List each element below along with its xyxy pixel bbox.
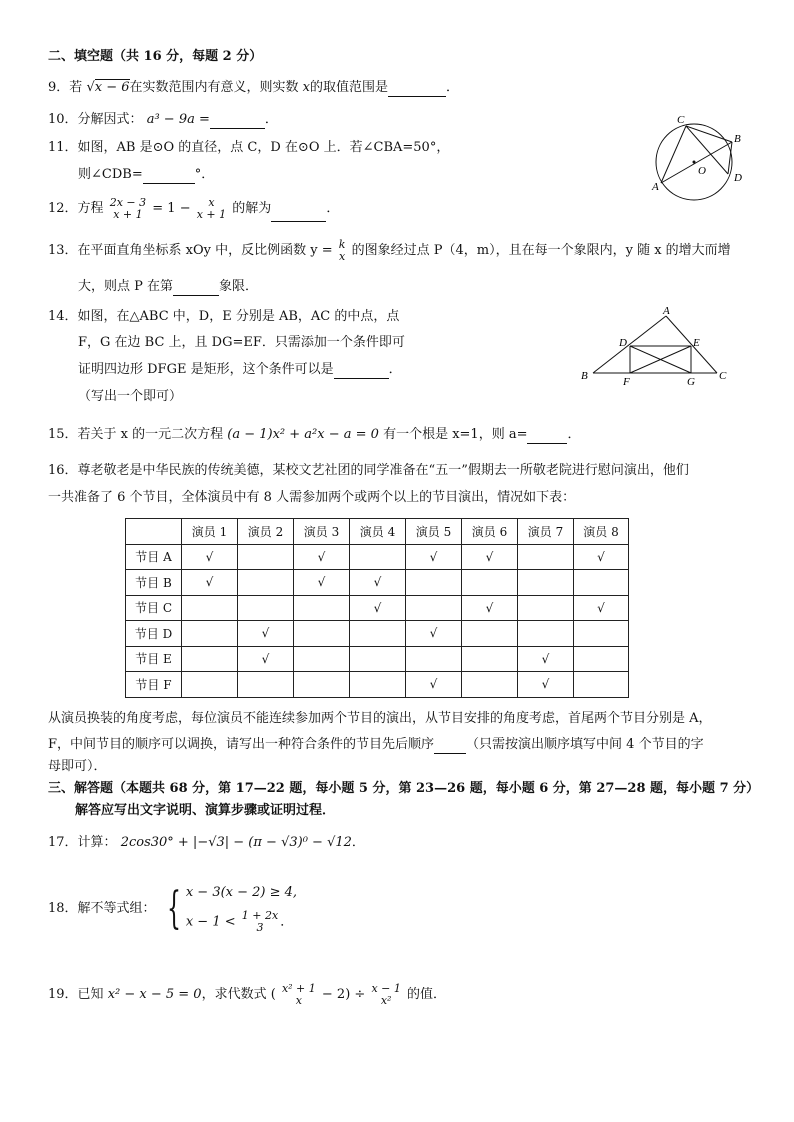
table-cell (462, 621, 518, 647)
q19-pre: 19．已知 (48, 987, 104, 1002)
table-cell (574, 646, 629, 672)
q13-answer-blank[interactable] (173, 281, 219, 296)
table-cell: √ (462, 595, 518, 621)
table-header-cell (126, 519, 182, 545)
q9-var: x (302, 80, 310, 95)
question-13-line2 (78, 278, 258, 296)
q10-expr: a³ − 9a = (146, 112, 210, 127)
table-row-label: 节目 C (126, 595, 182, 621)
question-16-after1: 从演员换装的角度考虑，每位演员不能连续参加两个节目的演出，从节目安排的角度考虑，首尾两个节目分别是 A， (48, 711, 712, 726)
q9-post: 在实数范围内有意义，则实数 (129, 80, 299, 95)
q11-line2-text: 则∠CDB= (78, 167, 143, 182)
table-cell: √ (462, 544, 518, 570)
q13-k: k (338, 237, 346, 251)
q17-end: ． (351, 835, 365, 850)
fig2-label-b: B (581, 370, 588, 382)
table-cell (238, 672, 294, 698)
table-cell (182, 646, 238, 672)
table-row (126, 595, 629, 621)
q12-fraction-2 (197, 197, 226, 221)
table-cell: √ (518, 646, 574, 672)
table-cell (462, 646, 518, 672)
table-cell (350, 672, 406, 698)
q16-answer-blank[interactable] (434, 739, 466, 754)
table-cell (518, 544, 574, 570)
q12-answer-blank[interactable] (271, 207, 326, 222)
table-cell: √ (238, 621, 294, 647)
q14-line3-text: 证明四边形 DFGE 是矩形，这个条件可以是 (78, 362, 334, 377)
table-row (126, 544, 629, 570)
q12-mid: = 1 − (152, 201, 191, 216)
circle-figure (648, 112, 748, 204)
q15-equation: (a − 1)x² + a²x − a = 0 (227, 427, 379, 442)
question-14-line4: （写出一个即可） (78, 389, 183, 404)
q12-f1-den: x + 1 (113, 207, 143, 221)
fig1-label-o: O (698, 165, 706, 177)
q13-x: x (339, 249, 346, 263)
q12-fraction-1 (110, 197, 146, 221)
section-3-heading: 三、解答题（本题共 68 分，第 17—22 题，每小题 5 分，第 23—26 题，每小题 6 分，第 27—28 题，每小题 7 分） (48, 781, 760, 796)
q19-condition: x² − x − 5 = 0 (107, 987, 202, 1002)
fig1-label-d: D (734, 172, 742, 184)
question-16-after3: 母即可）． (48, 759, 107, 774)
table-cell (294, 646, 350, 672)
table-cell (574, 672, 629, 698)
table-header-cell: 演员 2 (238, 519, 294, 545)
q10-number: 10． (48, 112, 78, 127)
table-row (126, 621, 629, 647)
q18-end: ． (280, 914, 294, 930)
table-cell: √ (182, 570, 238, 596)
table-cell (350, 646, 406, 672)
q12-f2-num: x (208, 195, 215, 209)
table-cell (350, 544, 406, 570)
q19-f1-num: x² + 1 (281, 981, 316, 995)
question-13-line1 (48, 238, 731, 264)
q10-text: 分解因式： (77, 112, 143, 127)
q9-end: ． (446, 80, 460, 95)
table-cell (574, 621, 629, 647)
q19-mid2: − 2) ÷ (321, 987, 366, 1002)
table-row (126, 570, 629, 596)
triangle-figure (575, 306, 735, 388)
table-cell (294, 672, 350, 698)
question-14-line2: F，G 在边 BC 上，且 DG=EF．只需添加一个条件即可 (78, 335, 405, 350)
question-18 (48, 884, 297, 934)
table-cell (462, 570, 518, 596)
table-cell (294, 595, 350, 621)
q14-end: ． (388, 362, 402, 377)
table-cell: √ (182, 544, 238, 570)
table-cell: √ (406, 544, 462, 570)
q13-pre: 13．在平面直角坐标系 xOy 中，反比例函数 y = (48, 243, 333, 258)
table-header-cell: 演员 7 (518, 519, 574, 545)
q17-pre: 17．计算： (48, 835, 117, 850)
table-cell (182, 595, 238, 621)
q19-fraction-1 (282, 983, 316, 1007)
q9-tail: 的取值范围是 (310, 80, 389, 95)
q19-f2-num: x − 1 (371, 981, 401, 995)
q18-inequality-2 (186, 910, 297, 934)
q10-end: ． (264, 112, 278, 127)
table-cell (518, 595, 574, 621)
q19-f1-den: x (295, 993, 302, 1007)
q15-post: 有一个根是 x=1，则 a= (383, 427, 528, 442)
table-cell (462, 672, 518, 698)
q16-after2a: F，中间节目的顺序可以调换，请写出一种符合条件的节目先后顺序 (48, 737, 435, 752)
q15-answer-blank[interactable] (527, 429, 567, 444)
q9-number: 9． (48, 80, 70, 95)
fig2-label-d: D (619, 337, 627, 349)
q13-fraction (339, 239, 346, 263)
question-11-line2 (78, 166, 214, 184)
q18-inequality-1: x − 3(x − 2) ≥ 4, (185, 885, 298, 900)
q13-line2b: 象限． (219, 279, 259, 294)
table-cell (238, 595, 294, 621)
table-cell: √ (294, 570, 350, 596)
q19-f2-den: x² (380, 993, 392, 1007)
table-cell: √ (350, 595, 406, 621)
table-row-label: 节目 B (126, 570, 182, 596)
table-cell (406, 595, 462, 621)
table-cell: √ (574, 595, 629, 621)
question-11-line1: 11．如图，AB 是⊙O 的直径，点 C，D 在⊙O 上．若∠CBA=50°， (48, 140, 450, 155)
question-19 (48, 982, 446, 1008)
question-17 (48, 834, 365, 852)
q9-pre: 若 (69, 80, 83, 95)
q16-after2b: （只需按演出顺序填写中间 4 个节目的字 (466, 737, 704, 752)
q9-radicand: x − 6 (94, 80, 130, 95)
table-header-cell: 演员 6 (462, 519, 518, 545)
q9-answer-blank[interactable] (388, 82, 446, 97)
table-row-label: 节目 A (126, 544, 182, 570)
question-15 (48, 426, 581, 444)
q10-answer-blank[interactable] (210, 114, 265, 129)
fig2-label-g: G (687, 376, 695, 388)
table-row-label: 节目 D (126, 621, 182, 647)
table-cell: √ (294, 544, 350, 570)
table-cell: √ (518, 672, 574, 698)
table-cell: √ (350, 570, 406, 596)
table-cell (238, 570, 294, 596)
q18-brace: { (166, 883, 181, 934)
q12-end: ． (326, 201, 340, 216)
q9-sqrt: √x − 6 (86, 80, 130, 95)
q18-pre: 18．解不等式组： (48, 901, 156, 916)
question-14-line3 (78, 361, 402, 379)
fig1-label-b: B (734, 133, 741, 145)
q19-post: 的值． (407, 987, 447, 1002)
table-cell (350, 621, 406, 647)
fig2-label-f: F (623, 376, 630, 388)
q19-fraction-2 (371, 983, 400, 1007)
q11-answer-blank[interactable] (143, 169, 195, 184)
q12-f1-num: 2x − 3 (109, 195, 147, 209)
table-header-cell: 演员 4 (350, 519, 406, 545)
table-cell: √ (406, 672, 462, 698)
table-cell (574, 570, 629, 596)
table-row (126, 646, 629, 672)
question-16-after2 (48, 736, 704, 754)
question-12 (48, 196, 339, 222)
q15-pre: 15．若关于 x 的一元二次方程 (48, 427, 224, 442)
question-9 (48, 79, 459, 97)
table-row-label: 节目 F (126, 672, 182, 698)
table-cell: √ (406, 621, 462, 647)
section-3-instructions: 解答应写出文字说明、演算步骤或证明过程． (75, 803, 336, 818)
table-cell (238, 544, 294, 570)
q13-post: 的图象经过点 P（4，m），且在每一个象限内，y 随 x 的增大而增 (351, 243, 731, 258)
q18-fraction (242, 910, 278, 934)
q15-end: ． (567, 427, 581, 442)
question-14-line1: 14．如图，在△ABC 中，D，E 分别是 AB，AC 的中点，点 (48, 309, 400, 324)
q14-answer-blank[interactable] (334, 364, 389, 379)
q19-mid: ，求代数式 ( (201, 987, 276, 1002)
table-header-cell: 演员 3 (294, 519, 350, 545)
table-cell: √ (238, 646, 294, 672)
table-cell (294, 621, 350, 647)
q18-ineq2-pre: x − 1 < (185, 914, 236, 930)
fig2-label-a: A (663, 306, 670, 317)
performer-table (125, 518, 629, 698)
fig1-label-a: A (652, 181, 659, 193)
q13-line2a: 大，则点 P 在第 (78, 279, 174, 294)
q12-number: 12． (48, 201, 78, 216)
q18-system (186, 884, 297, 934)
table-cell (518, 570, 574, 596)
table-cell (182, 621, 238, 647)
q18-f-den: 3 (256, 921, 264, 934)
q12-post: 的解为 (232, 201, 272, 216)
q17-expr: 2cos30° + |−√3| − (π − √3)⁰ − √12 (120, 835, 352, 850)
q12-pre: 方程 (77, 201, 104, 216)
table-cell (182, 672, 238, 698)
table-cell (518, 621, 574, 647)
q18-f-num: 1 + 2x (241, 909, 279, 922)
fig2-label-c: C (719, 370, 727, 382)
table-cell (406, 570, 462, 596)
fig2-label-e: E (693, 337, 700, 349)
table-header-cell: 演员 1 (182, 519, 238, 545)
table-row-label: 节目 E (126, 646, 182, 672)
q12-f2-den: x + 1 (196, 207, 227, 221)
q11-end: °． (194, 167, 215, 182)
question-16-line1: 16．尊老敬老是中华民族的传统美德，某校文艺社团的同学准备在“五一”假期去一所敬老院进行慰问演出，他们 (48, 463, 689, 478)
fig1-label-c: C (677, 114, 685, 126)
table-cell (406, 646, 462, 672)
table-header-row (126, 519, 629, 545)
table-header-cell: 演员 5 (406, 519, 462, 545)
table-row (126, 672, 629, 698)
table-header-cell: 演员 8 (574, 519, 629, 545)
question-16-line2: 一共准备了 6 个节目，全体演员中有 8 人需参加两个或两个以上的节目演出，情况如下表： (48, 490, 576, 505)
question-10 (48, 111, 278, 129)
table-cell: √ (574, 544, 629, 570)
section-2-heading: 二、填空题（共 16 分，每题 2 分） (48, 49, 263, 64)
